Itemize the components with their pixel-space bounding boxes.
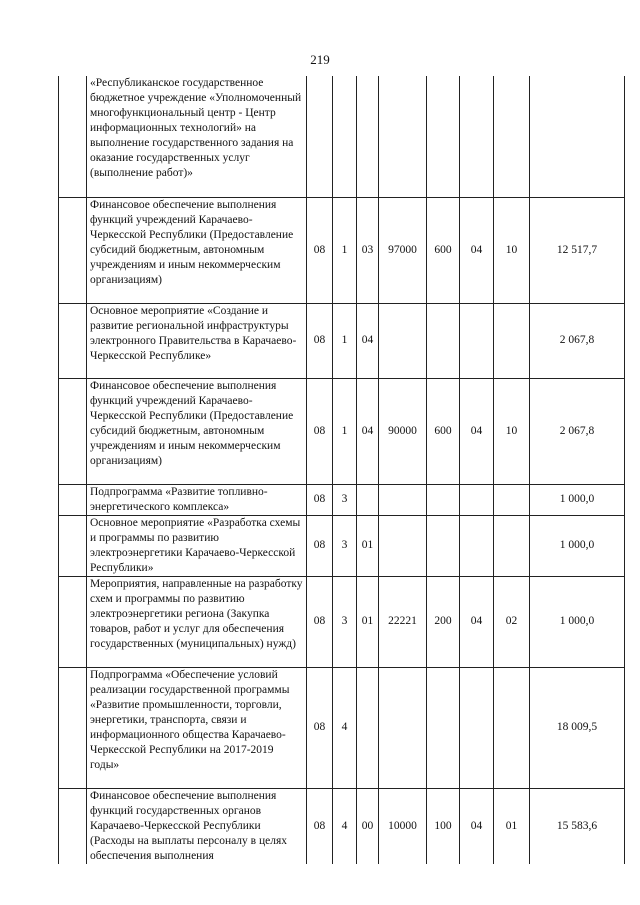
row-number-cell <box>59 197 87 303</box>
program-name-cell: Мероприятия, направленные на разработку схем и программы по развитию электроэнергетики региона (Закупка товаров, работ и услуг для обеспечения государственных (муниципальных) нужд) <box>87 576 307 667</box>
row-number-cell <box>59 576 87 667</box>
amount-cell: 2 067,8 <box>530 378 625 484</box>
code-cell <box>357 667 379 788</box>
subsection-cell: 10 <box>494 197 530 303</box>
code-cell: 08 <box>307 667 333 788</box>
table-row <box>59 576 625 667</box>
section-cell <box>460 515 494 576</box>
program-name-cell: Подпрограмма «Развитие топливно-энергетического комплекса» <box>87 484 307 515</box>
code-cell: 3 <box>333 515 357 576</box>
code-cell: 10000 <box>379 788 427 864</box>
code-cell: 3 <box>333 576 357 667</box>
code-cell: 4 <box>333 788 357 864</box>
code-cell: 22221 <box>379 576 427 667</box>
row-number-cell <box>59 667 87 788</box>
code-cell: 1 <box>333 378 357 484</box>
code-cell: 01 <box>357 576 379 667</box>
program-name-cell: Финансовое обеспечение выполнения функций учреждений Карачаево-Черкесской Республики (Предоставление субсидий бюджетным, автономным учреждениям и иным некоммерческим организациям) <box>87 378 307 484</box>
code-cell <box>357 484 379 515</box>
row-number-cell <box>59 76 87 197</box>
amount-cell: 1 000,0 <box>530 576 625 667</box>
program-name-cell: Финансовое обеспечение выполнения функций государственных органов Карачаево-Черкесской Республики (Расходы на выплаты персоналу в целях обеспечения выполнения <box>87 788 307 864</box>
code-cell: 08 <box>307 484 333 515</box>
code-cell: 00 <box>357 788 379 864</box>
code-cell: 1 <box>333 303 357 378</box>
subsection-cell <box>494 484 530 515</box>
table-row <box>59 303 625 378</box>
table-row <box>59 197 625 303</box>
program-name-cell: «Республиканское государственное бюджетное учреждение «Уполномоченный многофункциональный центр - Центр информационных технологий» на выполнение государственного задания на оказание государственных услуг (выполнение работ)» <box>87 76 307 197</box>
section-cell: 04 <box>460 197 494 303</box>
code-cell: 08 <box>307 378 333 484</box>
section-cell: 04 <box>460 788 494 864</box>
table-row <box>59 515 625 576</box>
code-cell: 04 <box>357 303 379 378</box>
amount-cell: 1 000,0 <box>530 484 625 515</box>
expense-type-cell: 100 <box>427 788 460 864</box>
table-row <box>59 667 625 788</box>
expense-type-cell: 200 <box>427 576 460 667</box>
code-cell: 08 <box>307 576 333 667</box>
program-name-cell: Основное мероприятие «Разработка схемы и программы по развитию электроэнергетики Карачаево-Черкесской Республики» <box>87 515 307 576</box>
page-number: 219 <box>310 52 330 67</box>
amount-cell: 12 517,7 <box>530 197 625 303</box>
code-cell: 08 <box>307 515 333 576</box>
subsection-cell: 02 <box>494 576 530 667</box>
code-cell: 4 <box>333 667 357 788</box>
subsection-cell <box>494 667 530 788</box>
section-cell <box>460 484 494 515</box>
expense-type-cell <box>427 515 460 576</box>
section-cell <box>460 303 494 378</box>
section-cell <box>460 667 494 788</box>
section-cell: 04 <box>460 576 494 667</box>
budget-table <box>58 76 625 864</box>
subsection-cell <box>494 76 530 197</box>
code-cell <box>357 76 379 197</box>
expense-type-cell <box>427 667 460 788</box>
table-row <box>59 788 625 864</box>
code-cell: 3 <box>333 484 357 515</box>
subsection-cell <box>494 303 530 378</box>
expense-type-cell: 600 <box>427 378 460 484</box>
amount-cell: 1 000,0 <box>530 515 625 576</box>
row-number-cell <box>59 303 87 378</box>
code-cell: 01 <box>357 515 379 576</box>
code-cell: 90000 <box>379 378 427 484</box>
code-cell <box>379 515 427 576</box>
code-cell <box>379 76 427 197</box>
code-cell: 1 <box>333 197 357 303</box>
code-cell <box>379 303 427 378</box>
code-cell: 08 <box>307 788 333 864</box>
table-row <box>59 76 625 197</box>
code-cell: 03 <box>357 197 379 303</box>
amount-cell: 2 067,8 <box>530 303 625 378</box>
program-name-cell: Основное мероприятие «Создание и развитие региональной инфраструктуры электронного Правительства в Карачаево-Черкесской Республике» <box>87 303 307 378</box>
amount-cell: 18 009,5 <box>530 667 625 788</box>
row-number-cell <box>59 484 87 515</box>
section-cell: 04 <box>460 378 494 484</box>
code-cell: 97000 <box>379 197 427 303</box>
row-number-cell <box>59 788 87 864</box>
code-cell: 04 <box>357 378 379 484</box>
amount-cell: 15 583,6 <box>530 788 625 864</box>
code-cell <box>307 76 333 197</box>
code-cell <box>333 76 357 197</box>
expense-type-cell: 600 <box>427 197 460 303</box>
program-name-cell: Подпрограмма «Обеспечение условий реализации государственной программы «Развитие промышленности, торговли, энергетики, транспорта, связи и информационного общества Карачаево-Черкесской Республики на 2017-2019 годы» <box>87 667 307 788</box>
subsection-cell: 10 <box>494 378 530 484</box>
code-cell <box>379 484 427 515</box>
row-number-cell <box>59 378 87 484</box>
section-cell <box>460 76 494 197</box>
subsection-cell: 01 <box>494 788 530 864</box>
code-cell <box>379 667 427 788</box>
amount-cell <box>530 76 625 197</box>
expense-type-cell <box>427 76 460 197</box>
code-cell: 08 <box>307 303 333 378</box>
subsection-cell <box>494 515 530 576</box>
table-row <box>59 484 625 515</box>
program-name-cell: Финансовое обеспечение выполнения функций учреждений Карачаево-Черкесской Республики (Предоставление субсидий бюджетным, автономным учреждениям и иным некоммерческим организациям) <box>87 197 307 303</box>
table-row <box>59 378 625 484</box>
expense-type-cell <box>427 484 460 515</box>
expense-type-cell <box>427 303 460 378</box>
row-number-cell <box>59 515 87 576</box>
code-cell: 08 <box>307 197 333 303</box>
